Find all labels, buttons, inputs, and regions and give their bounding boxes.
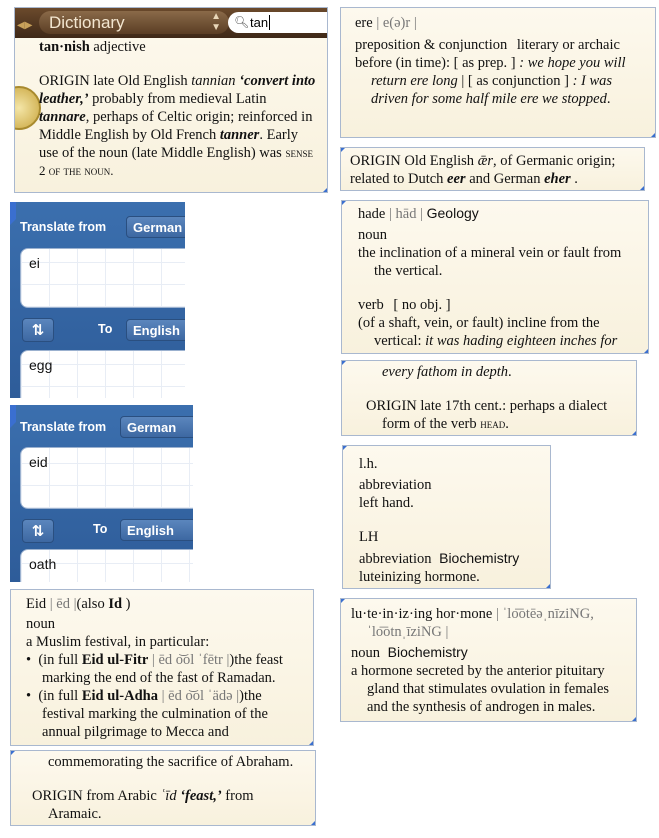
chevron-updown-icon: ▲ ▼ [211, 11, 221, 33]
corner-marker [545, 583, 551, 589]
dictionary-entry-lh: l.h. abbreviation left hand. LH abbreviation Biochemistry luteinizing hormone. [342, 445, 551, 589]
corner-marker [341, 200, 347, 206]
dictionary-entry-tannish [14, 7, 328, 193]
translate-input-field[interactable]: eid [20, 447, 193, 509]
translate-from-label: Translate from [20, 420, 107, 434]
dictionary-source-label: Dictionary [49, 13, 125, 32]
origin-paragraph: ORIGIN late Old English tannian ‘convert into leather,’ probably from medieval Latin tannare, perhaps of Celtic origin; reinforced in Middle English by Old French tanner. Early use of the noun (late Middle English) was sense 2 of the noun. [39, 73, 316, 178]
dictionary-entry-eid-continued: commemorating the sacrifice of Abraham. ORIGIN from Arabic ʿīd ‘feast,’ from Aramaic. [10, 750, 316, 826]
part-of-speech: adjective [93, 39, 146, 55]
target-language-selector[interactable]: English [120, 519, 193, 541]
corner-marker [10, 202, 16, 225]
corner-marker [631, 716, 637, 722]
corner-marker [340, 598, 346, 604]
corner-marker [631, 430, 637, 436]
translate-widget-ei [10, 202, 185, 398]
to-label: To [98, 322, 113, 336]
source-language-selector[interactable]: German [126, 216, 185, 238]
swap-languages-icon[interactable]: ⇅ [22, 519, 54, 543]
corner-marker [10, 750, 16, 756]
dictionary-toolbar [15, 8, 327, 38]
corner-marker [340, 147, 346, 153]
search-icon: 🔍︎ [234, 15, 250, 29]
pronunciation: | e(ə)r | [376, 15, 417, 31]
headword: ere [355, 15, 373, 31]
translate-output-field: egg [20, 350, 185, 398]
dictionary-entry-ere: ere | e(ə)r | preposition & conjunction literary or archaic before (in time): [ as prep. ] : we hope you will return ere long | [ as conjunction ] : I was driven for some half mile ere we stopped. [340, 7, 656, 138]
dictionary-entry-eid: Eid | ēd |(also Id ) noun a Muslim festival, in particular: • (in full Eid ul-Fitr | ēd o͝ol ˈfētr |)the feast marking the end of the fast of Ramadan. • (in full Eid ul-Adha | ēd o͝ol ˈädə |)the festival marking the culmination of the annual pilgrimage to Mecca and [10, 589, 314, 746]
target-language-selector[interactable]: English [126, 319, 185, 341]
dictionary-source-selector[interactable] [39, 11, 229, 34]
swap-languages-icon[interactable]: ⇅ [22, 318, 54, 342]
list-item: • (in full Eid ul-Fitr | ēd o͝ol ˈfētr |)the feast marking the end of the fast of Ramadan. [26, 652, 283, 686]
corner-marker [10, 405, 16, 428]
dictionary-origin-ere: ORIGIN Old English ǣr, of Germanic origin; related to Dutch eer and German eher . [340, 147, 645, 191]
corner-marker [310, 820, 316, 826]
translate-widget-eid [10, 405, 193, 582]
corner-marker [650, 132, 656, 138]
source-language-selector[interactable]: German [120, 416, 193, 438]
dictionary-entry-hade-continued: every fathom in depth. ORIGIN late 17th cent.: perhaps a dialect form of the verb head. [341, 360, 637, 436]
headword: tan·nish [39, 39, 90, 55]
corner-marker [342, 445, 348, 451]
search-input[interactable] [228, 12, 328, 33]
to-label: To [93, 522, 108, 536]
back-arrow-icon[interactable]: ◀▶ [17, 20, 33, 31]
corner-marker [639, 185, 645, 191]
corner-marker [308, 740, 314, 746]
translate-input-field[interactable]: ei [20, 248, 185, 308]
seal-icon [14, 86, 41, 130]
dictionary-entry-hade: hade | hād | Geology noun the inclination of a mineral vein or fault from the vertical. verb [ no obj. ] (of a shaft, vein, or fault) incline from the vertical: it was hading eighteen inches for [341, 200, 649, 354]
corner-marker [341, 360, 347, 366]
translate-from-label: Translate from [20, 220, 107, 234]
corner-marker [322, 187, 328, 193]
list-item: • (in full Eid ul-Adha | ēd o͝ol ˈädə |)the festival marking the culmination of the annual pilgrimage to Mecca and [26, 688, 268, 740]
dictionary-entry-luteinizing-hormone: lu·te·in·iz·ing hor·mone | ˈlo͞otēəˌnīziNG, ˈlo͞otnˌīziNG | noun Biochemistry a hormone secreted by the anterior pituitary gland that stimulates ovulation in females and the synthesis of androgen in males. [340, 598, 637, 722]
translate-output-field: oath [20, 549, 193, 582]
search-value: tan [250, 15, 269, 30]
corner-marker [643, 348, 649, 354]
